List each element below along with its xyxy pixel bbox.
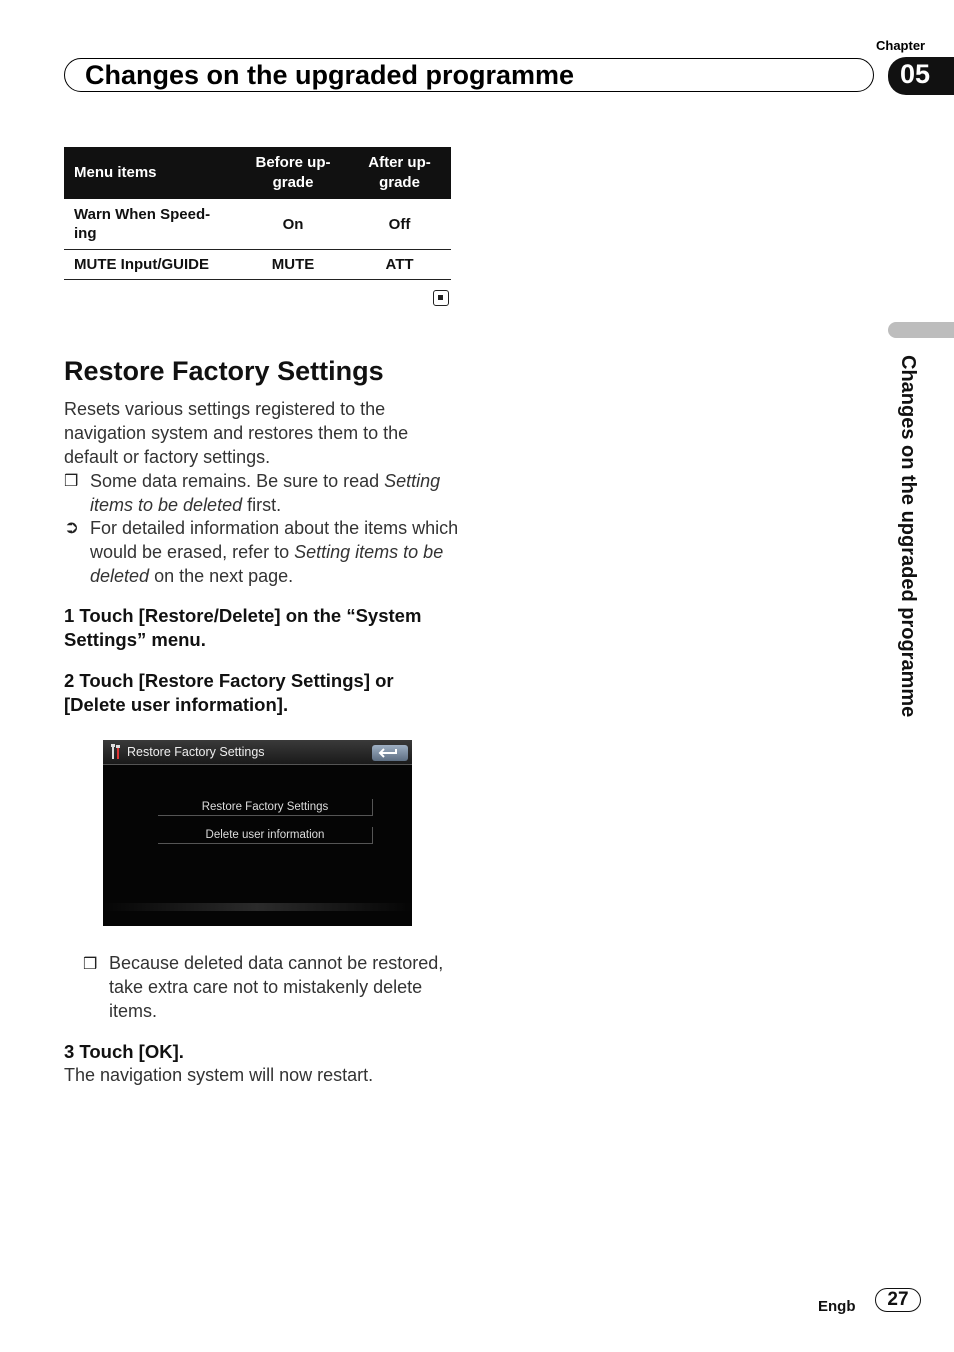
side-tab-text: Changes on the upgraded programme (897, 355, 919, 718)
checkbox-icon: ❒ (64, 473, 79, 490)
chapter-number: 05 (900, 59, 931, 89)
table-cell-before: On (238, 199, 348, 250)
language-code: Engb (818, 1298, 856, 1315)
step-3-body: The navigation system will now restart. (64, 1065, 374, 1085)
reference-note: For detailed information about the items which would be erased, refer to Setting items to be deleted on the next page. (90, 518, 459, 586)
header-bar (64, 58, 874, 92)
note-1: Some data remains. Be sure to read Setting items to be deleted first. (90, 471, 441, 515)
delete-user-information-button[interactable]: Delete user information (158, 827, 373, 844)
checkbox-icon: ❒ (83, 956, 98, 973)
chapter-number-badge (888, 57, 954, 95)
step-2: 2 Touch [Restore Factory Settings] or [Delete user information]. (64, 670, 394, 715)
page-number: 27 (875, 1288, 921, 1312)
restore-factory-settings-button[interactable]: Restore Factory Settings (158, 799, 373, 816)
section-heading: Restore Factory Settings (64, 356, 384, 386)
table-row (64, 250, 451, 280)
intro-paragraph: Resets various settings registered to the navigation system and restores them to the default or factory settings. (64, 399, 409, 467)
menu-items-table (64, 147, 451, 280)
arrow-icon: ➲ (64, 517, 80, 537)
tools-icon (110, 743, 122, 760)
table-cell-after: ATT (348, 250, 451, 280)
back-arrow-icon (372, 745, 408, 761)
table-cell-after: Off (348, 199, 451, 250)
page-title: Changes on the upgraded programme (85, 60, 575, 90)
side-tab-marker (888, 322, 954, 338)
table-row (64, 199, 451, 250)
step-3: 3 Touch [OK]. (64, 1041, 184, 1062)
device-screen-image (103, 740, 412, 926)
screen-back-button[interactable] (372, 745, 408, 761)
table-cell-before: MUTE (238, 250, 348, 280)
setting-items-reference: Setting items to be deleted (90, 471, 441, 515)
screen-title-bar (103, 740, 412, 765)
end-of-section-icon (433, 290, 449, 306)
setting-items-reference: Setting items to be deleted (90, 542, 444, 586)
table-cell-item: Warn When Speed- ing (64, 199, 238, 250)
table-cell-item: MUTE Input/GUIDE (64, 250, 238, 280)
table-header-menu-items: Menu items (64, 147, 238, 199)
note-2: Because deleted data cannot be restored, take extra care not to mistakenly delete items. (109, 953, 444, 1021)
screen-title: Restore Factory Settings (127, 745, 265, 759)
screen-bottom-bar (103, 903, 412, 911)
table-header-after: After up- grade (348, 147, 451, 199)
step-1: 1 Touch [Restore/Delete] on the “System Settings” menu. (64, 605, 422, 650)
chapter-label: Chapter (876, 38, 926, 53)
table-header-before: Before up- grade (238, 147, 348, 199)
